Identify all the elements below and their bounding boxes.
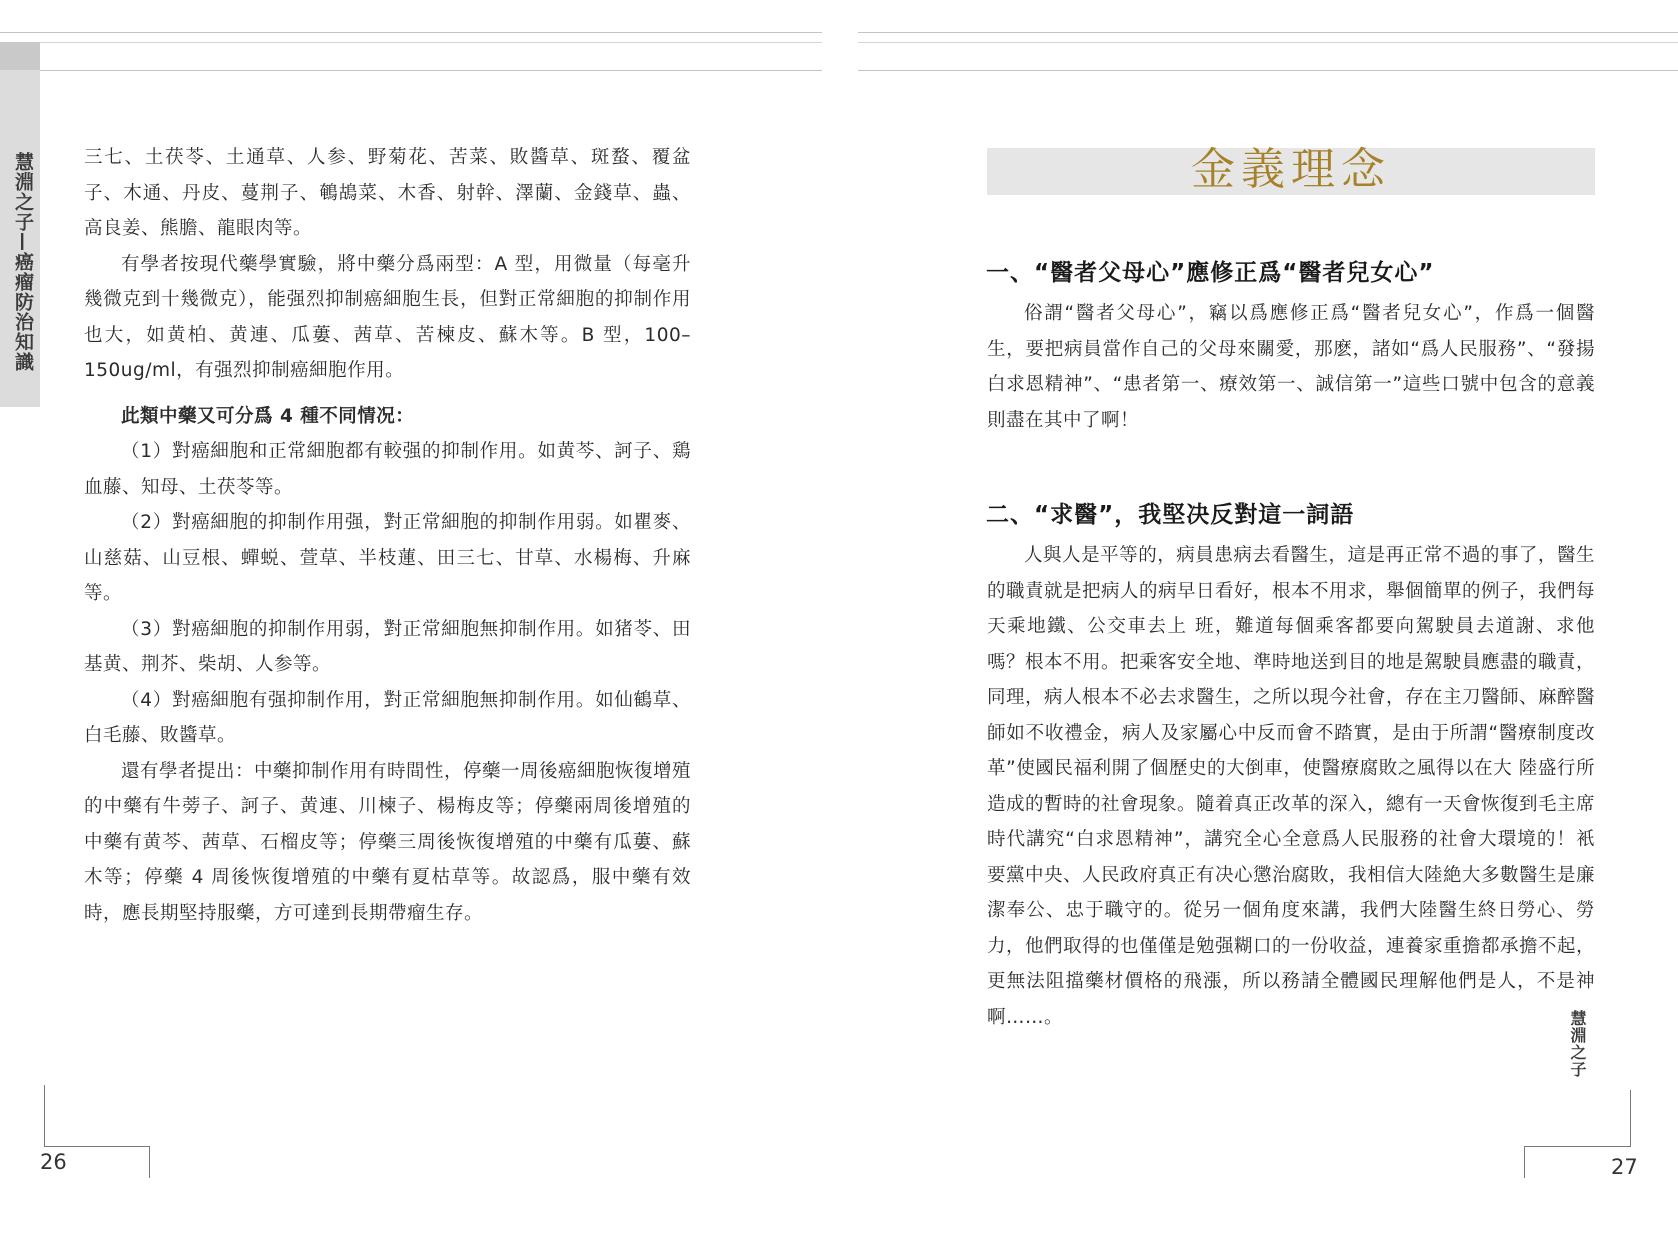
- body-text: [987, 296, 1595, 438]
- paragraph: 俗謂“醫者父母心”，竊以爲應修正爲“醫者兒女心”，作爲一個醫生，要把病員當作自己的父母來關愛，那麽，諸如“爲人民服務”、“發揚白求恩精神”、“患者第一、療效第一、誠信第一”這些口號中包含的意義則盡在其中了啊！: [987, 303, 1595, 431]
- chapter-title: 金義理念: [1191, 144, 1391, 195]
- paragraph: （1）對癌細胞和正常細胞都有較强的抑制作用。如黄芩、訶子、鶏血藤、知母、土茯苓等。: [84, 441, 691, 498]
- page-number: 27: [1611, 1155, 1638, 1179]
- vertical-book-title: 慧淵之子: [1568, 1010, 1587, 1078]
- body-text: [987, 538, 1595, 1035]
- header-rule: [858, 42, 1678, 43]
- corner-mark: [1524, 1146, 1525, 1178]
- paragraph: （2）對癌細胞的抑制作用强，對正常細胞的抑制作用弱。如瞿麥、山慈菇、山豆根、蟬蜕、萱草、半枝蓮、田三七、甘草、水楊梅、升麻等。: [84, 512, 691, 604]
- section-heading: 一、“醫者父母心”應修正爲“醫者兒女心”: [986, 260, 1435, 286]
- paragraph: 有學者按現代藥學實驗，將中藥分爲兩型：A 型，用微量（每毫升幾微克到十幾微克），能强烈抑制癌細胞生長，但對正常細胞的抑制作用也大，如黄柏、黄連、瓜蔞、茜草、苦楝皮、蘇木等。B 型，100–150ug/ml，有强烈抑制癌細胞作用。: [84, 253, 691, 381]
- vertical-book-title: 慧淵之子—癌瘤防治知識: [12, 152, 34, 372]
- paragraph: 人與人是平等的，病員患病去看醫生，這是再正常不過的事了，醫生的職責就是把病人的病早日看好，根本不用求，舉個簡單的例子，我們每天乘地鐵、公交車去上 班，難道每個乘客都要向駕駛員去道謝、求他嗎？根本不用。把乘客安全地、準時地送到目的地是駕駛員應盡的職責，同理，病人根本不必去求醫生，之所以現今社會，存在主刀醫師、麻醉醫師如不收禮金，病人及家屬心中反而會不踏實，是由于所謂“醫療制度改革”使國民福利開了個歷史的大倒車，使醫療腐敗之風得以在大 陸盛行所造成的暫時的社會現象。隨着真正改革的深入，總有一天會恢復到毛主席時代講究“白求恩精神”，講究全心全意爲人民服務的社會大環境的！衹要黨中央、人民政府真正有决心懲治腐敗，我相信大陸絶大多數醫生是廉潔奉公、忠于職守的。從另一個角度來講，我們大陸醫生終日勞心、勞力，他們取得的也僅僅是勉强糊口的一份收益，連養家重擔都承擔不起，更無法阻擋藥材價格的飛漲，所以務請全體國民理解他們是人，不是神啊……。: [987, 545, 1596, 1028]
- paragraph: 還有學者提出：中藥抑制作用有時間性，停藥一周後癌細胞恢復增殖的中藥有牛蒡子、訶子、黄連、川楝子、楊梅皮等；停藥兩周後增殖的中藥有黄芩、茜草、石榴皮等；停藥三周後恢復增殖的中藥有瓜蔞、蘇木等；停藥 4 周後恢復增殖的中藥有夏枯草等。故認爲，服中藥有效時，應長期堅持服藥，方可達到長期帶瘤生存。: [84, 760, 692, 924]
- header-rule: [858, 70, 1678, 71]
- page-number: 26: [40, 1150, 67, 1174]
- corner-mark: [1630, 1090, 1631, 1147]
- paragraph: 三七、土茯苓、土通草、人参、野菊花、苦菜、敗醬草、斑蝥、覆盆子、木通、丹皮、蔓荆子、鵪鴣菜、木香、射幹、澤蘭、金錢草、蟲、高良姜、熊膽、龍眼肉等。: [84, 147, 691, 239]
- paragraph: （3）對癌細胞的抑制作用弱，對正常細胞無抑制作用。如猪苓、田基黄、荆芥、柴胡、人参等。: [84, 618, 691, 675]
- paragraph: 此類中藥又可分爲 4 種不同情况：: [121, 405, 415, 427]
- header-rule: [858, 32, 1678, 33]
- section-heading: 二、“求醫”，我堅决反對這一詞語: [986, 502, 1355, 528]
- corner-mark: [1524, 1146, 1631, 1147]
- paragraph: （4）對癌細胞有强抑制作用，對正常細胞無抑制作用。如仙鶴草、白毛藤、敗醬草。: [84, 689, 691, 746]
